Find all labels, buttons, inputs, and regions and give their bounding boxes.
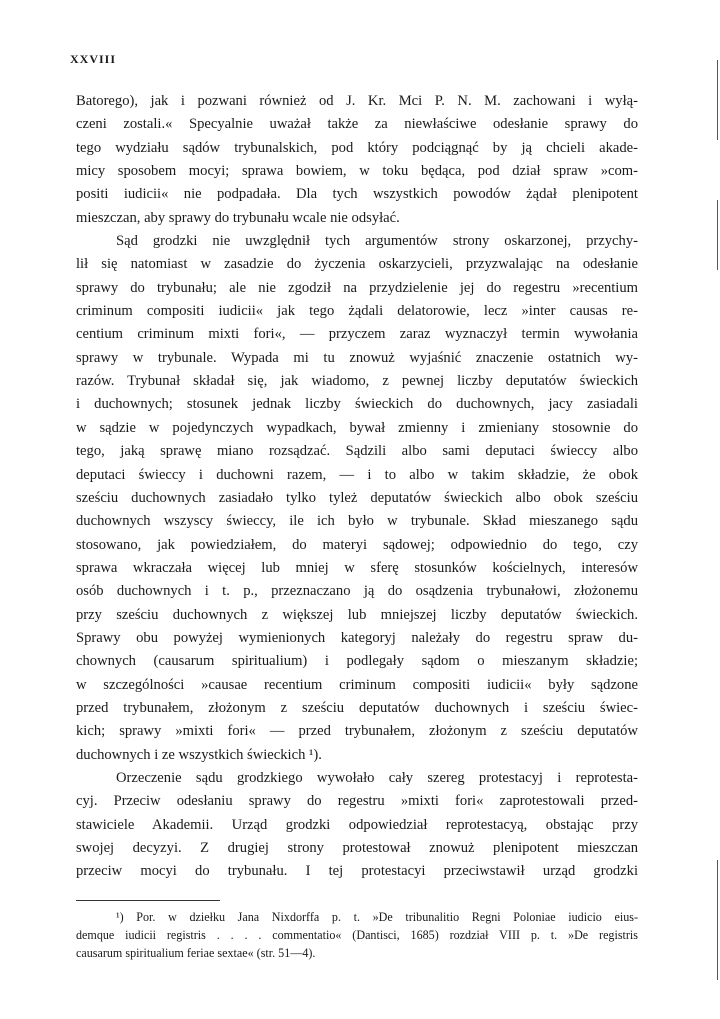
body-text xyxy=(76,90,638,884)
scan-edge-mark xyxy=(717,200,718,270)
text-line: duchownych wszyscy świeccy, ile ich było w trybunale. Skład mieszanego sądu xyxy=(76,513,638,530)
text-line: chownych (causarum spiritualium) i podlegały sądom o mieszanym składzie; xyxy=(76,653,638,670)
paragraph-start: Orzeczenie sądu grodzkiego wywołało cały szereg protestacyj i reprotesta- xyxy=(116,769,638,786)
text-line: i duchownych; stosunek jednak liczby świeckich do duchownych, jacy zasiadali xyxy=(76,396,638,413)
text-line: sprawy do trybunału; ale nie zgodził na przydzielenie jej do regestru »recentium xyxy=(76,279,638,296)
text-line: przy sześciu duchownych z większej lub mniejszej liczby deputatów świeckich. xyxy=(76,606,638,623)
text-line: sprawy w trybunale. Wypada mi tu znowuż wyjaśnić znaczenie ostatnich wy- xyxy=(76,349,638,366)
text-line: micy sposobem mocyi; sprawa bowiem, w toku będąca, pod dział spraw »com- xyxy=(76,163,638,180)
text-line: deputaci świeccy i duchowni razem, — i to albo w takim składzie, że obok xyxy=(76,466,638,483)
text-line: przeciw mocyi do trybunału. I tej protestacyi przeciwstawił urząd grodzki xyxy=(76,863,638,880)
footnote-line: ¹) Por. w dziełku Jana Nixdorffa p. t. »De tribunalitio Regni Poloniae iudicio eius- xyxy=(116,910,638,924)
text-line: czeni zostali.« Specyalnie uważał także za niewłaściwe odesłanie sprawy do xyxy=(76,116,638,133)
text-line: mieszczan, aby sprawy do trybunału wcale nie odsyłać. xyxy=(76,209,400,226)
text-line: swojej decyzyi. Z drugiej strony protestował znowuż plenipotent mieszczan xyxy=(76,840,638,856)
text-line: kich; sprawy »mixti fori« — przed trybunałem, złożonym z sześciu deputatów xyxy=(76,723,638,740)
text-line: centium criminum mixti fori«, — przyczem zaraz wyznaczył termin wywołania xyxy=(76,326,638,343)
text-line: sześciu duchownych zasiadało tylko tyleż deputatów świeckich albo obok sześciu xyxy=(76,489,638,506)
text-line: Batorego), jak i pozwani również od J. Kr. Mci P. N. M. zachowani i wyłą- xyxy=(76,93,638,109)
text-line: Sprawy obu powyżej wymienionych kategoryj należały do regestru spraw du- xyxy=(76,629,638,646)
footnote-line: demque iudicii registris . . . . commentatio« (Dantisci, 1685) rozdział VIII p. t. »De registris xyxy=(76,928,638,943)
text-line: stosowano, jak powiedziałem, do materyi sądowej; odpowiednio do tego, czy xyxy=(76,536,638,553)
text-line: w szczególności »causae recentium criminum compositi iudicii« były sądzone xyxy=(76,676,638,693)
text-line: razów. Trybunał składał się, jak wiadomo, z pewnej liczby deputatów świeckich xyxy=(76,373,638,390)
page-number: XXVIII xyxy=(70,52,117,66)
text-line: sprawa wkraczała więcej lub mniej w sferę stosunków kościelnych, interesów xyxy=(76,559,638,576)
text-line: duchownych i ze wszystkich świeckich ¹). xyxy=(76,746,322,763)
text-line: tego, jaką sprawę miano rozsądzać. Sądzili albo sami deputaci świeccy albo xyxy=(76,443,638,460)
text-line: przed trybunałem, złożonym z sześciu deputatów duchownych i sześciu świec- xyxy=(76,699,638,716)
text-line: positi iudicii« nie podpadała. Dla tych wszystkich powodów żądał plenipotent xyxy=(76,186,638,203)
scan-edge-mark xyxy=(717,860,718,980)
text-line: w sądzie w pojedynczych wypadkach, bywał zmienny i zmieniany stosownie do xyxy=(76,419,638,436)
paragraph-start: Sąd grodzki nie uwzględnił tych argumentów strony oskarzonej, przychy- xyxy=(116,233,638,250)
footnotes xyxy=(76,908,638,963)
scan-edge-mark xyxy=(717,60,718,140)
text-line: lił się natomiast w zasadzie do życzenia oskarzycieli, przyzwalając na odesłanie xyxy=(76,256,638,273)
footnote-rule xyxy=(76,900,220,901)
text-line: cyj. Przeciw odesłaniu sprawy do regestru »mixti fori« zaprotestowali przed- xyxy=(76,793,638,810)
text-line: stawiciele Akademii. Urząd grodzki odpowiedział reprotestacyą, obstając przy xyxy=(76,816,638,833)
text-line: criminum compositi iudicii« jak tego żądali delatorowie, lecz »inter causas re- xyxy=(76,303,638,320)
footnote-line: causarum spiritualium feriae sextae« (str. 51—4). xyxy=(76,946,316,961)
text-line: osób duchownych i t. p., przeznaczano ją do osądzenia trybunałowi, złożonemu xyxy=(76,583,638,600)
text-line: tego wydziału sądów trybunalskich, pod który podciągnąć by ją chcieli akade- xyxy=(76,139,638,156)
